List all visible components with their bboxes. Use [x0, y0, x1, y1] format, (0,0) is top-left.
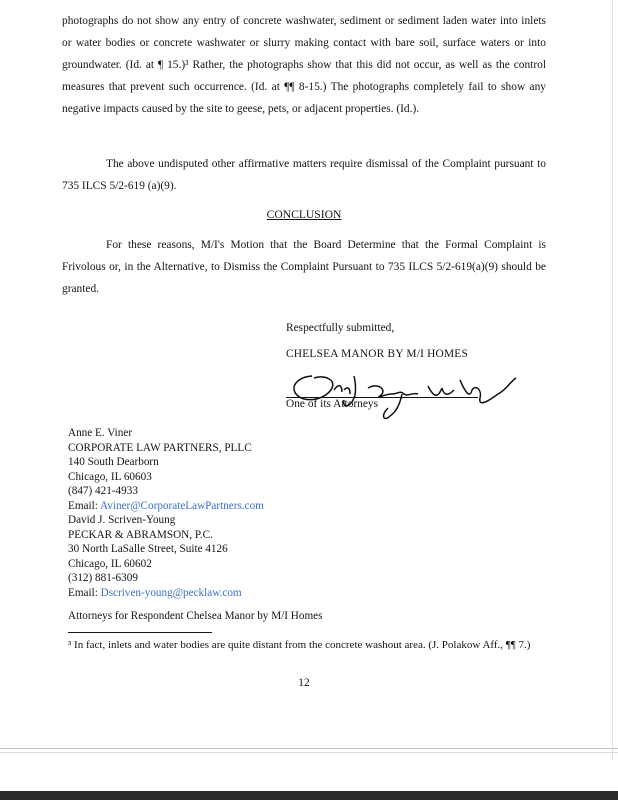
scan-edge-line [0, 752, 618, 753]
party-name: CHELSEA MANOR BY M/I HOMES [286, 348, 468, 360]
attorney-2-email-link[interactable]: Dscriven-young@pecklaw.com [100, 586, 242, 599]
footnote: ³ In fact, inlets and water bodies are quite distant from the concrete washout area. (J. Polakow Aff., ¶¶ 7.) [68, 639, 531, 651]
scan-edge-line [0, 748, 618, 749]
section-heading: CONCLUSION [266, 208, 342, 221]
attorney-1-block [68, 426, 264, 514]
attorney-1-name: Anne E. Viner [68, 427, 133, 439]
attorney-1-email-link[interactable]: Aviner@CorporateLawPartners.com [100, 499, 264, 512]
attorney-1-street: 140 South Dearborn [68, 456, 159, 469]
conclusion-paragraph: For these reasons, M/I's Motion that the Board Determine that the Formal Complaint is Frivolous or, in the Alternative, to Dismiss the Complaint Pursuant to 735 ILCS 5/2-619(a)(9) should be granted. [62, 239, 546, 295]
page-number: 12 [298, 677, 310, 689]
scan-side-edge [612, 0, 613, 760]
closing-line: Respectfully submitted, [286, 322, 395, 334]
attorney-2-firm: PECKAR & ABRAMSON, P.C. [68, 528, 213, 541]
email-label: Email: [68, 499, 98, 512]
attorney-2-city: Chicago, IL 60602 [68, 557, 152, 570]
footnote-rule [68, 632, 212, 633]
attorney-2-name: David J. Scriven-Young [68, 514, 176, 526]
attorney-1-firm: CORPORATE LAW PARTNERS, PLLC [68, 441, 252, 454]
scan-bottom-band [0, 791, 618, 800]
body-paragraph-2: The above undisputed other affirmative matters require dismissal of the Complaint pursuant to 735 ILCS 5/2-619 (a)(9). [62, 158, 546, 192]
body-paragraph-1: photographs do not show any entry of concrete washwater, sediment or sediment laden water into inlets or water bodies or concrete washwater or slurry making contact with bare soil, surface waters or into groundwater. (Id. at ¶ 15.)³ Rather, the photographs show that this did not occur, as well as the control measures that prevent such occurrence. (Id. at ¶¶ 8-15.) The photographs completely fail to show any negative impacts caused by the site to geese, pets, or adjacent properties. (Id.). [62, 15, 546, 115]
attorney-1-phone: (847) 421-4933 [68, 485, 138, 498]
attorney-2-phone: (312) 881-6309 [68, 572, 138, 585]
signature-caption: One of its Attorneys [286, 398, 379, 410]
attorney-1-city: Chicago, IL 60603 [68, 470, 152, 483]
attorney-2-block [68, 513, 242, 601]
attorney-2-email-row [68, 586, 242, 601]
attorney-2-street: 30 North LaSalle Street, Suite 4126 [68, 543, 228, 556]
email-label: Email: [68, 586, 98, 599]
attorneys-for-line: Attorneys for Respondent Chelsea Manor by M/I Homes [68, 610, 323, 622]
attorney-1-email-row [68, 499, 264, 514]
